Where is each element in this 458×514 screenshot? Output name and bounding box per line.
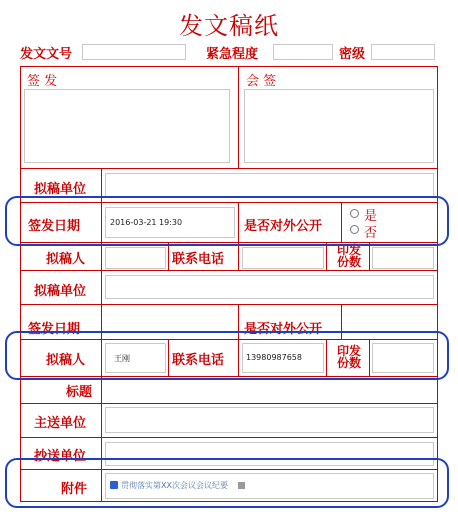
issue-date-value: 2016-03-21 19:30 (110, 218, 183, 227)
highlight-drafter-row (5, 331, 449, 380)
cc-label: 抄送单位 (34, 449, 87, 464)
urgency-label: 紧急程度 (206, 47, 259, 62)
draft-unit-label: 拟稿单位 (34, 182, 87, 197)
phone-label: 联系电话 (172, 252, 225, 267)
attachment-file-link[interactable]: 贯彻落实第XX次会议会议纪要 (121, 481, 228, 490)
public-label: 是否对外公开 (244, 219, 323, 234)
drafter-value-2: 王刚 (114, 354, 130, 363)
divider (168, 242, 169, 270)
main-recipient-label: 主送单位 (34, 416, 87, 431)
secret-level-label: 密级 (339, 47, 366, 62)
phone-value-2: 13980987658 (246, 353, 302, 362)
copies-input[interactable] (372, 247, 434, 269)
countersign-textarea[interactable] (244, 89, 434, 163)
page-title: 发文稿纸 (179, 12, 279, 40)
divider (21, 168, 437, 169)
drafter-input[interactable] (105, 247, 166, 269)
public-label-2: 是否对外公开 (244, 322, 323, 337)
divider (326, 242, 327, 270)
drafter-label: 拟稿人 (46, 252, 86, 267)
urgency-input[interactable] (273, 44, 333, 60)
phone-label-2: 联系电话 (172, 353, 225, 368)
draft-unit-input-2[interactable] (105, 275, 434, 299)
issue-date-label: 签发日期 (28, 219, 81, 234)
radio-no-label: 否 (364, 226, 378, 241)
divider (21, 304, 437, 305)
radio-yes-label: 是 (364, 209, 378, 224)
draft-unit-label-2: 拟稿单位 (34, 284, 87, 299)
subject-label: 标题 (66, 385, 93, 400)
divider (238, 242, 239, 270)
divider (238, 67, 239, 168)
attachment-label: 附件 (61, 482, 88, 497)
form-table (20, 66, 438, 502)
sign-label: 签 发 (27, 74, 58, 89)
copies-label-2: 印发 份数 (336, 344, 361, 370)
divider (369, 242, 370, 270)
divider (21, 270, 437, 271)
doc-number-input[interactable] (82, 44, 186, 60)
highlight-attachment-row (5, 458, 449, 508)
copies-label: 印发 份数 (336, 243, 361, 269)
highlight-issue-date-row (5, 196, 449, 246)
doc-number-label: 发文文号 (20, 47, 73, 62)
drafter-label-2: 拟稿人 (46, 353, 86, 368)
sign-textarea[interactable] (24, 89, 230, 163)
draft-unit-input[interactable] (105, 173, 434, 197)
divider (21, 403, 437, 404)
phone-input[interactable] (242, 247, 324, 269)
secret-level-input[interactable] (371, 44, 435, 60)
divider (21, 437, 437, 438)
issue-date-label-2: 签发日期 (28, 322, 81, 337)
countersign-label: 会 签 (246, 74, 277, 89)
main-recipient-input[interactable] (105, 407, 434, 433)
